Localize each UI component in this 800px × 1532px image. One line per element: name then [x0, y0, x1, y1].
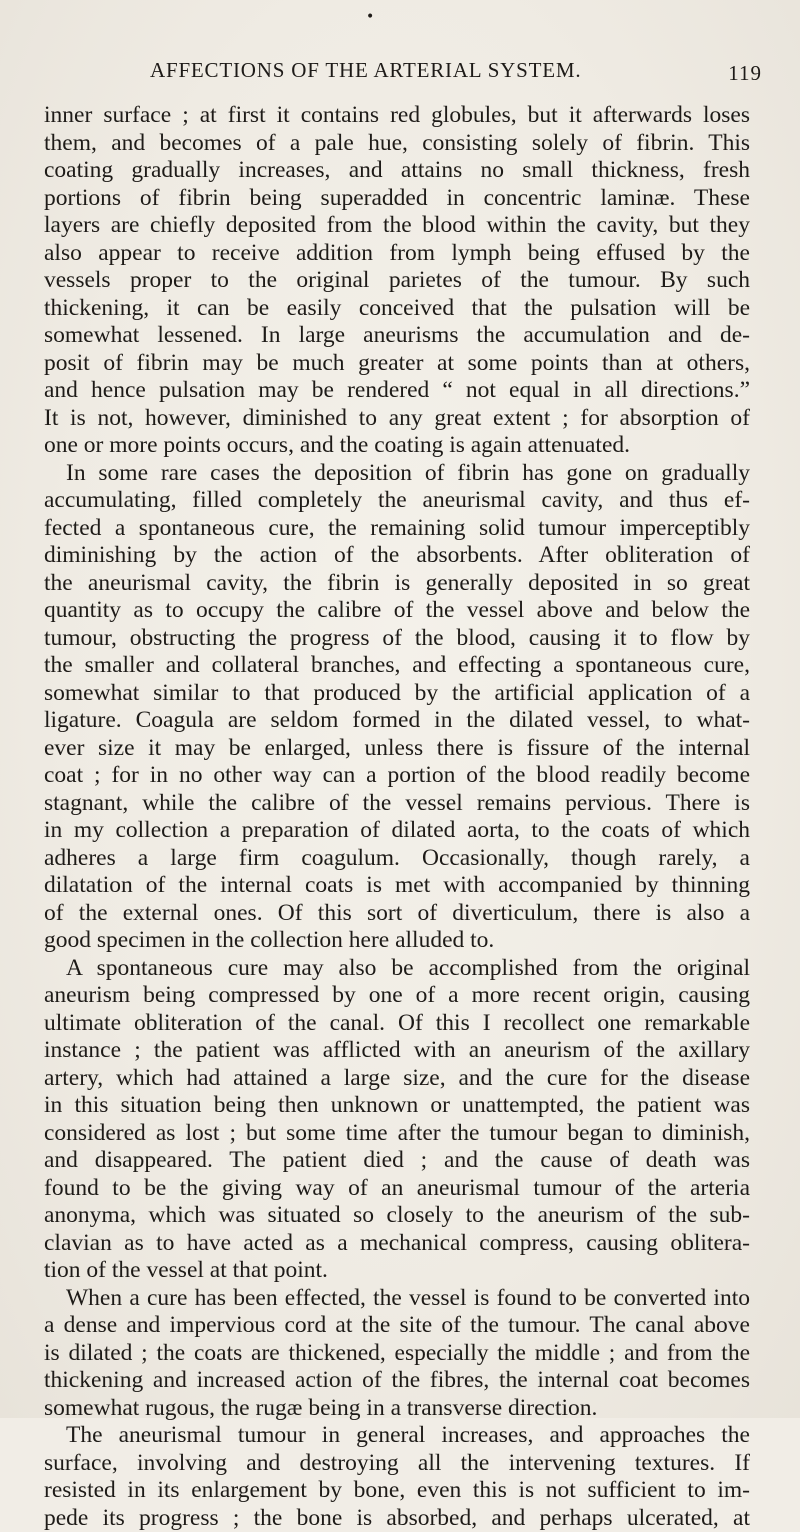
text-line: quantity as to occupy the calibre of the vessel above and below the — [44, 597, 750, 625]
text-line: and hence pulsation may be rendered “ not equal in all directions.” — [44, 377, 750, 405]
text-line: good specimen in the collection here alluded to. — [44, 927, 750, 955]
text-line: in this situation being then unknown or unattempted, the patient was — [44, 1092, 750, 1120]
text-line: posit of fibrin may be much greater at some points than at others, — [44, 350, 750, 378]
text-line: also appear to receive addition from lymph being effused by the — [44, 240, 750, 268]
text-line: fected a spontaneous cure, the remaining solid tumour imperceptibly — [44, 515, 750, 543]
text-line: dilatation of the internal coats is met with accompanied by thinning — [44, 872, 750, 900]
text-line: adheres a large firm coagulum. Occasionally, though rarely, a — [44, 845, 750, 873]
paragraph — [44, 102, 750, 460]
text-line: is dilated ; the coats are thickened, especially the middle ; and from the — [44, 1340, 750, 1368]
text-line: tumour, obstructing the progress of the blood, causing it to flow by — [44, 625, 750, 653]
text-line: the smaller and collateral branches, and effecting a spontaneous cure, — [44, 652, 750, 680]
text-line: inner surface ; at first it contains red globules, but it afterwards loses — [44, 102, 750, 130]
text-line: resisted in its enlargement by bone, even this is not sufficient to im- — [44, 1477, 750, 1505]
text-line: ever size it may be enlarged, unless there is fissure of the internal — [44, 735, 750, 763]
text-line: layers are chiefly deposited from the blood within the cavity, but they — [44, 212, 750, 240]
text-line: In some rare cases the deposition of fibrin has gone on gradually — [44, 460, 750, 488]
text-line: pede its progress ; the bone is absorbed, and perhaps ulcerated, at — [44, 1505, 750, 1532]
paragraph — [44, 955, 750, 1285]
text-line: It is not, however, diminished to any great extent ; for absorption of — [44, 405, 750, 433]
text-line: somewhat similar to that produced by the artificial application of a — [44, 680, 750, 708]
text-line: tion of the vessel at that point. — [44, 1257, 750, 1285]
text-line: anonyma, which was situated so closely to the aneurism of the sub- — [44, 1202, 750, 1230]
text-line: artery, which had attained a large size, and the cure for the disease — [44, 1065, 750, 1093]
text-line: ultimate obliteration of the canal. Of this I recollect one remarkable — [44, 1010, 750, 1038]
text-line: in my collection a preparation of dilated aorta, to the coats of which — [44, 817, 750, 845]
text-line: aneurism being compressed by one of a more recent origin, causing — [44, 982, 750, 1010]
text-line: the aneurismal cavity, the fibrin is generally deposited in so great — [44, 570, 750, 598]
text-line: them, and becomes of a pale hue, consisting solely of fibrin. This — [44, 130, 750, 158]
text-line: When a cure has been effected, the vessel is found to be converted into — [44, 1285, 750, 1313]
text-line: A spontaneous cure may also be accomplished from the original — [44, 955, 750, 983]
text-line: found to be the giving way of an aneurismal tumour of the arteria — [44, 1175, 750, 1203]
running-head: AFFECTIONS OF THE ARTERIAL SYSTEM. — [150, 58, 581, 83]
page-header — [150, 58, 798, 88]
text-line: diminishing by the action of the absorbents. After obliteration of — [44, 542, 750, 570]
text-line: thickening, it can be easily conceived that the pulsation will be — [44, 295, 750, 323]
text-line: thickening and increased action of the fibres, the internal coat becomes — [44, 1367, 750, 1395]
text-line: somewhat rugous, the rugæ being in a transverse direction. — [44, 1395, 750, 1423]
text-line: and disappeared. The patient died ; and the cause of death was — [44, 1147, 750, 1175]
printer-mark: • — [366, 10, 374, 24]
text-line: surface, involving and destroying all the intervening textures. If — [44, 1450, 750, 1478]
text-line: accumulating, filled completely the aneurismal cavity, and thus ef- — [44, 487, 750, 515]
text-line: portions of fibrin being superadded in concentric laminæ. These — [44, 185, 750, 213]
text-line: instance ; the patient was afflicted with an aneurism of the axillary — [44, 1037, 750, 1065]
text-line: clavian as to have acted as a mechanical compress, causing oblitera- — [44, 1230, 750, 1258]
text-line: coat ; for in no other way can a portion of the blood readily become — [44, 762, 750, 790]
text-line: one or more points occurs, and the coating is again attenuated. — [44, 432, 750, 460]
page-number: 119 — [728, 61, 762, 86]
text-line: of the external ones. Of this sort of diverticulum, there is also a — [44, 900, 750, 928]
body-text — [44, 102, 750, 1532]
text-line: The aneurismal tumour in general increases, and approaches the — [44, 1422, 750, 1450]
text-line: considered as lost ; but some time after the tumour began to diminish, — [44, 1120, 750, 1148]
paragraph — [44, 1422, 750, 1532]
text-line: ligature. Coagula are seldom formed in the dilated vessel, to what- — [44, 707, 750, 735]
text-line: stagnant, while the calibre of the vessel remains pervious. There is — [44, 790, 750, 818]
paragraph — [44, 460, 750, 955]
text-line: somewhat lessened. In large aneurisms the accumulation and de- — [44, 322, 750, 350]
text-line: coating gradually increases, and attains no small thickness, fresh — [44, 157, 750, 185]
paragraph — [44, 1285, 750, 1423]
text-line: a dense and impervious cord at the site of the tumour. The canal above — [44, 1312, 750, 1340]
text-line: vessels proper to the original parietes of the tumour. By such — [44, 267, 750, 295]
